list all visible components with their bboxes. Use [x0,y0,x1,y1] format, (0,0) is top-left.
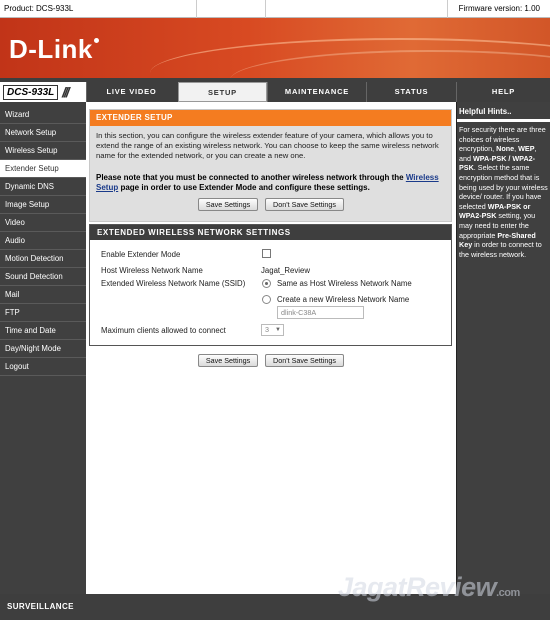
enable-extender-label: Enable Extender Mode [101,250,181,259]
footer [0,572,550,620]
extended-settings-title: EXTENDED WIRELESS NETWORK SETTINGS [90,225,451,240]
model-slashes: /// [62,84,68,100]
surveillance-label: SURVEILLANCE [7,602,74,611]
sidebar-item-time-and-date[interactable]: Time and Date [0,322,86,340]
helpful-hints-title: Helpful Hints.. [459,107,512,116]
sidebar-item-network-setup[interactable]: Network Setup [0,124,86,142]
sidebar-item-wizard[interactable]: Wizard [0,106,86,124]
dont-save-settings-button-bottom[interactable]: Don't Save Settings [265,354,344,367]
hints-divider [457,119,550,122]
sidebar-item-mail[interactable]: Mail [0,286,86,304]
model-label: DCS-933L [3,85,58,100]
firmware-label: Firmware version: 1.00 [458,4,540,13]
ssid-label: Extended Wireless Network Name (SSID) [101,279,246,288]
dlink-logo: D-Link [9,34,99,65]
sidebar-item-sound-detection[interactable]: Sound Detection [0,268,86,286]
brand-banner [0,18,550,78]
save-settings-button[interactable]: Save Settings [198,198,258,211]
tab-status[interactable]: STATUS [366,82,456,102]
sidebar-item-day-night-mode[interactable]: Day/Night Mode [0,340,86,358]
host-network-label: Host Wireless Network Name [101,266,203,275]
save-settings-button-bottom[interactable]: Save Settings [198,354,258,367]
sidebar-item-ftp[interactable]: FTP [0,304,86,322]
same-as-host-label: Same as Host Wireless Network Name [277,279,412,288]
extender-setup-panel [89,109,452,222]
extender-setup-title: EXTENDER SETUP [90,110,451,126]
jagatreview-watermark: JagatReview.com [338,572,520,602]
sidebar-item-image-setup[interactable]: Image Setup [0,196,86,214]
tab-maintenance[interactable]: MAINTENANCE [267,82,366,102]
topbar-divider [447,0,448,18]
main-content [86,102,456,594]
sidebar-item-motion-detection[interactable]: Motion Detection [0,250,86,268]
sidebar-item-video[interactable]: Video [0,214,86,232]
sidebar-item-audio[interactable]: Audio [0,232,86,250]
chevron-down-icon: ▼ [275,327,281,333]
helpful-hints-text: For security there are three choices of wireless encryption, None, WEP, and WPA-PSK / WPA2-PSK. Select the same encryption method that is being used by your wireless device/ router. If you have selected WPA-PSK or WPA2-PSK setting, you may need to enter the appropriate Pre-Shared Key in order to connect to the wireless network. [459,125,548,259]
host-network-value: Jagat_Review [261,266,310,275]
create-new-name-label: Create a new Wireless Network Name [277,295,410,304]
create-new-name-radio[interactable] [262,295,271,304]
dont-save-settings-button[interactable]: Don't Save Settings [265,198,344,211]
product-label: Product: DCS-933L [4,4,74,13]
sidebar-item-logout[interactable]: Logout [0,358,86,376]
sidebar-item-dynamic-dns[interactable]: Dynamic DNS [0,178,86,196]
wireless-setup-link[interactable]: Wireless Setup [96,173,439,192]
sidebar-item-extender-setup[interactable]: Extender Setup [0,160,86,178]
extender-note: Please note that you must be connected to another wireless network through the Wireless Setup page in order to use Extender Mode and configure these settings. [96,173,439,192]
max-clients-select[interactable]: 3 ▼ [261,324,284,336]
topbar-divider [196,0,197,18]
main-nav [0,82,550,102]
extended-wireless-settings-panel [89,224,452,346]
max-clients-label: Maximum clients allowed to connect [101,326,226,335]
sidebar [0,102,86,594]
same-as-host-radio[interactable] [262,279,271,288]
tab-help[interactable]: HELP [456,82,550,102]
tab-setup[interactable]: SETUP [178,82,267,102]
topbar-divider [265,0,266,18]
model-badge [0,82,86,102]
tab-live-video[interactable]: LIVE VIDEO [86,82,176,102]
helpful-hints-panel [456,102,550,594]
enable-extender-checkbox[interactable] [262,249,271,258]
sidebar-item-wireless-setup[interactable]: Wireless Setup [0,142,86,160]
top-info-bar [0,0,550,18]
bottom-strip [0,620,550,626]
new-network-name-input[interactable]: dlink-C38A [277,306,364,319]
extender-intro-text: In this section, you can configure the wireless extender feature of your camera, which allows you to extend the range of an existing wireless network. You can choose to keep the same wireless network name for the extended network, or you can create a new one. [96,131,439,160]
